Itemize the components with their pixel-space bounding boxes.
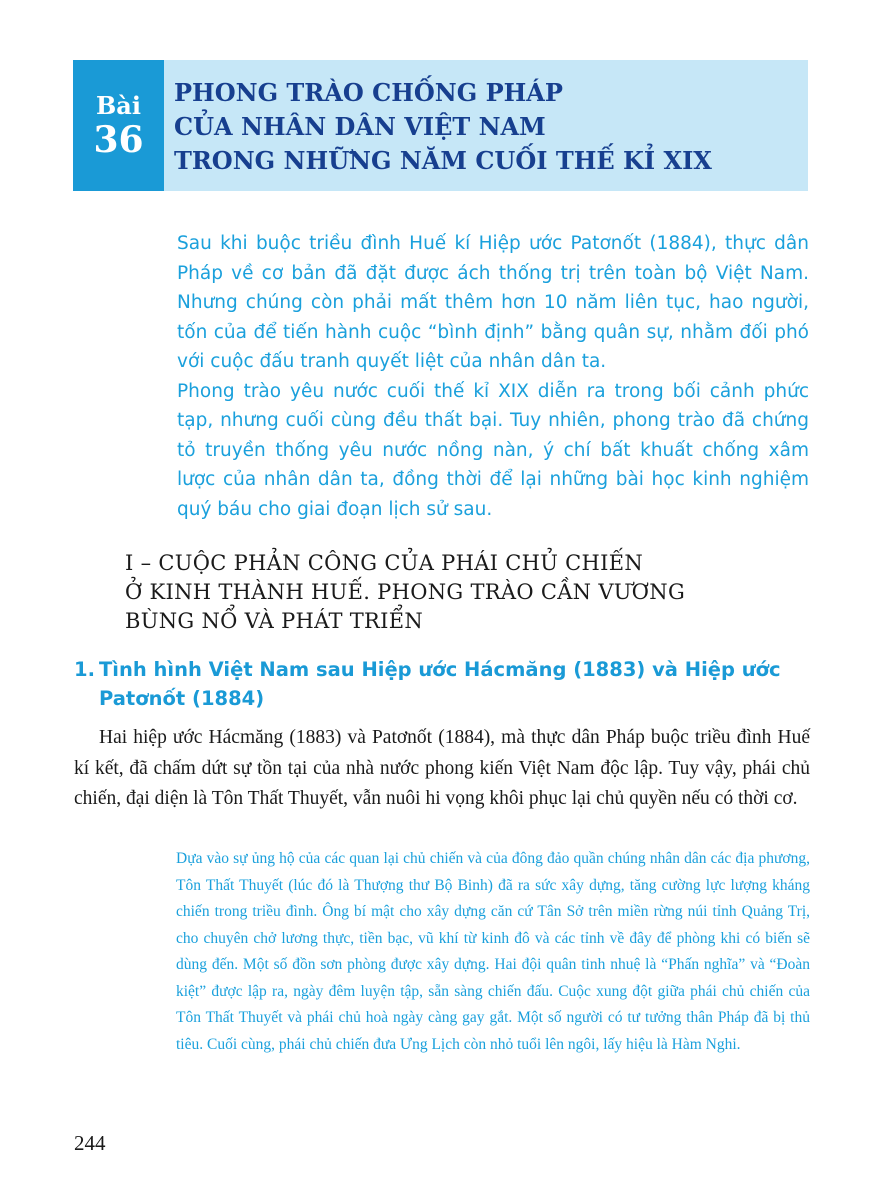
- subsection-heading: [74, 655, 809, 713]
- subsection-title-line-2: Patơnốt (1884): [99, 687, 265, 710]
- subsection-number: 1.: [74, 658, 95, 681]
- lesson-title: PHONG TRÀO CHỐNG PHÁP CỦA NHÂN DÂN VIỆT NAM TRONG NHỮNG NĂM CUỐI THẾ KỈ XIX: [174, 78, 712, 175]
- lesson-label: Bài: [96, 91, 141, 120]
- intro-paragraph-1: Sau khi buộc triều đình Huế kí Hiệp ước Patơnốt (1884), thực dân Pháp về cơ bản đã đặt được ách thống trị trên toàn bộ Việt Nam. Nhưng chúng còn phải mất thêm hơn 10 năm liên tục, hao người, tốn của để tiến hành cuộc “bình định” bằng quân sự, nhằm đối phó với cuộc đấu tranh quyết liệt của nhân dân ta.: [177, 233, 809, 372]
- note-paragraph: Dựa vào sự ủng hộ của các quan lại chủ chiến và của đông đảo quần chúng nhân dân các địa phương, Tôn Thất Thuyết (lúc đó là Thượng thư Bộ Binh) đã ra sức xây dựng, tăng cường lực lượng kháng chiến trong triều đình. Ông bí mật cho xây dựng căn cứ Tân Sở trên miền rừng núi tỉnh Quảng Trị, cho chuyên chở lương thực, tiền bạc, vũ khí từ kinh đô và các tỉnh về đây để phòng khi có biến sẽ dùng đến. Một số đồn sơn phòng được xây dựng. Hai đội quân tinh nhuệ là “Phấn nghĩa” và “Đoàn kiệt” được lập ra, ngày đêm luyện tập, sẵn sàng chiến đấu. Cuộc xung đột giữa phái chủ chiến của Tôn Thất Thuyết và phái chủ hoà ngày càng gay gắt. Một số người có tư tưởng thân Pháp đã bị thủ tiêu. Cuối cùng, phái chủ chiến đưa Ưng Lịch còn nhỏ tuổi lên ngôi, lấy hiệu là Hàm Nghi.: [176, 850, 810, 1053]
- intro-text: [177, 229, 809, 524]
- subsection-title-line-1: Tình hình Việt Nam sau Hiệp ước Hácmăng (1883) và Hiệp ước: [99, 658, 781, 681]
- section-heading: I – CUỘC PHẢN CÔNG CỦA PHÁI CHỦ CHIẾN Ở KINH THÀNH HUẾ. PHONG TRÀO CẦN VƯƠNG BÙNG NỔ VÀ PHÁT TRIỂN: [125, 551, 686, 633]
- body-paragraph: Hai hiệp ước Hácmăng (1883) và Patơnốt (1884), mà thực dân Pháp buộc triều đình Huế kí kết, đã chấm dứt sự tồn tại của nhà nước phong kiến Việt Nam độc lập. Tuy vậy, phái chủ chiến, đại diện là Tôn Thất Thuyết, vẫn nuôi hi vọng khôi phục lại chủ quyền nếu có thời cơ.: [74, 727, 810, 809]
- lesson-number: 36: [93, 119, 144, 161]
- title-box: [164, 60, 808, 191]
- page-number: 244: [74, 1131, 106, 1155]
- intro-paragraph-2: Phong trào yêu nước cuối thế kỉ XIX diễn ra trong bối cảnh phức tạp, nhưng cuối cùng đều thất bại. Tuy nhiên, phong trào đã chứng tỏ truyền thống yêu nước nồng nàn, ý chí bất khuất chống xâm lược của nhân dân ta, đồng thời để lại những bài học kinh nghiệm quý báu cho giai đoạn lịch sử sau.: [177, 380, 809, 520]
- lesson-badge: [73, 60, 164, 191]
